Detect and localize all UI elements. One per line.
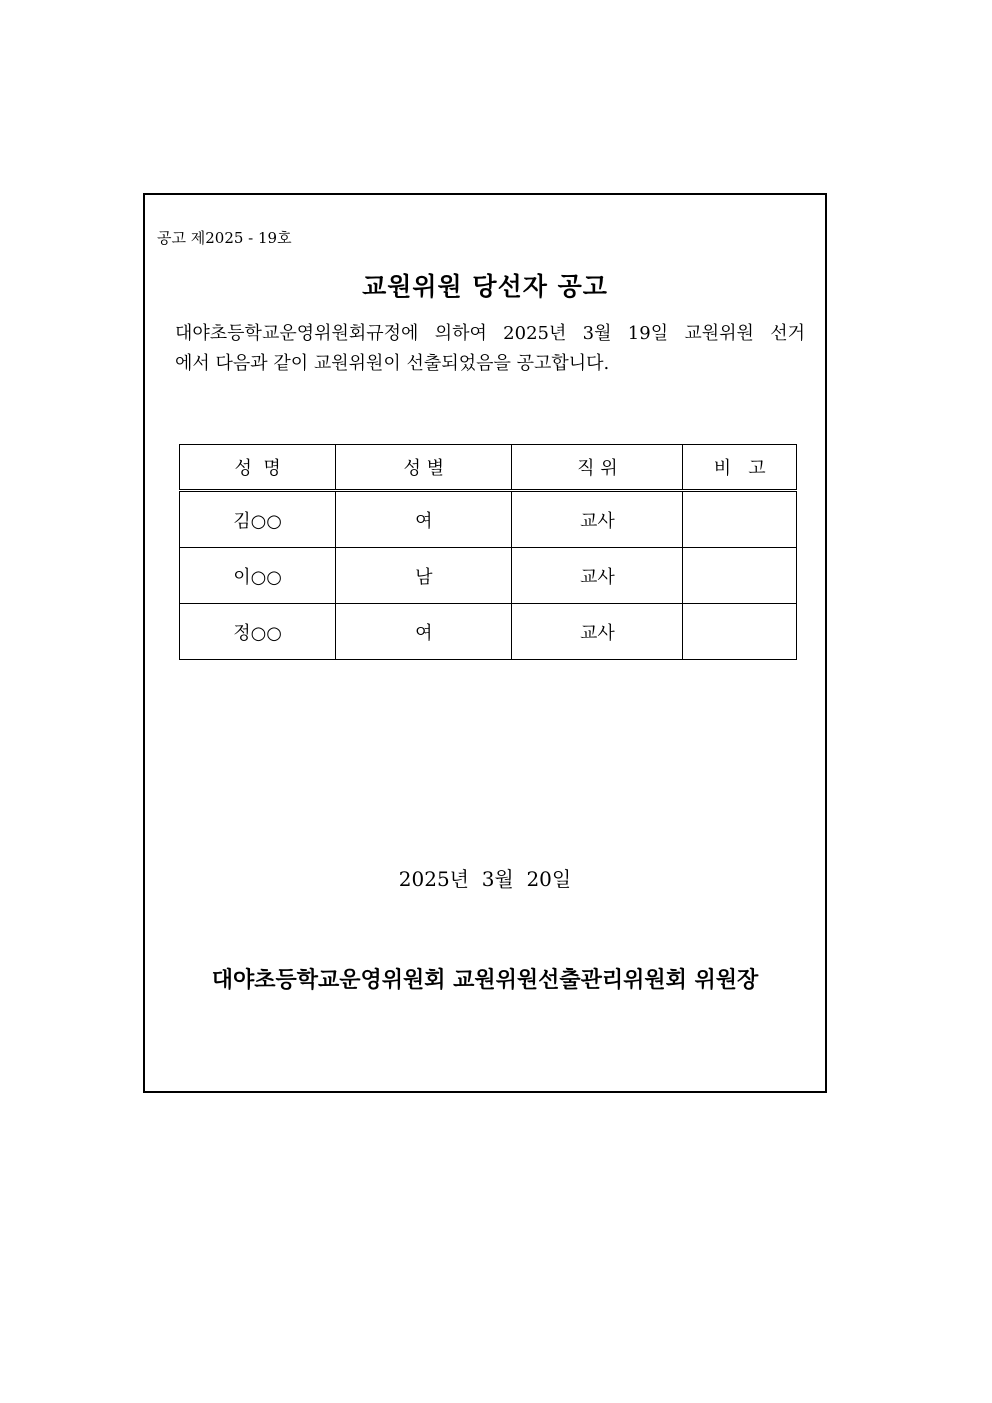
cell-name: 이○○ xyxy=(180,548,336,604)
header-name: 성 명 xyxy=(180,445,336,491)
header-position: 직 위 xyxy=(512,445,683,491)
table-row xyxy=(180,491,797,548)
cell-position: 교사 xyxy=(512,491,683,548)
table-row xyxy=(180,548,797,604)
cell-gender: 여 xyxy=(336,604,512,660)
notice-body-line-1: 대야초등학교운영위원회규정에 의하여 2025년 3월 19일 교원위원 선거 xyxy=(175,323,805,344)
cell-position: 교사 xyxy=(512,548,683,604)
notice-frame xyxy=(143,193,827,1093)
cell-note xyxy=(683,491,797,548)
header-note: 비 고 xyxy=(683,445,797,491)
cell-name: 김○○ xyxy=(180,491,336,548)
cell-position: 교사 xyxy=(512,604,683,660)
cell-gender: 남 xyxy=(336,548,512,604)
header-gender: 성 별 xyxy=(336,445,512,491)
notice-title: 교원위원 당선자 공고 xyxy=(362,272,608,301)
cell-gender: 여 xyxy=(336,491,512,548)
cell-name: 정○○ xyxy=(180,604,336,660)
table-row xyxy=(180,604,797,660)
notice-signer: 대야초등학교운영위원회 교원위원선출관리위원회 위원장 xyxy=(211,967,759,993)
table-header-row xyxy=(180,445,797,491)
elected-members-table xyxy=(179,444,797,660)
notice-body xyxy=(175,319,805,379)
notice-date: 2025년 3월 20일 xyxy=(398,867,572,891)
cell-note xyxy=(683,548,797,604)
notice-body-line-2: 에서 다음과 같이 교원위원이 선출되었음을 공고합니다. xyxy=(175,353,610,374)
cell-note xyxy=(683,604,797,660)
notice-number: 공고 제2025 - 19호 xyxy=(157,229,292,247)
